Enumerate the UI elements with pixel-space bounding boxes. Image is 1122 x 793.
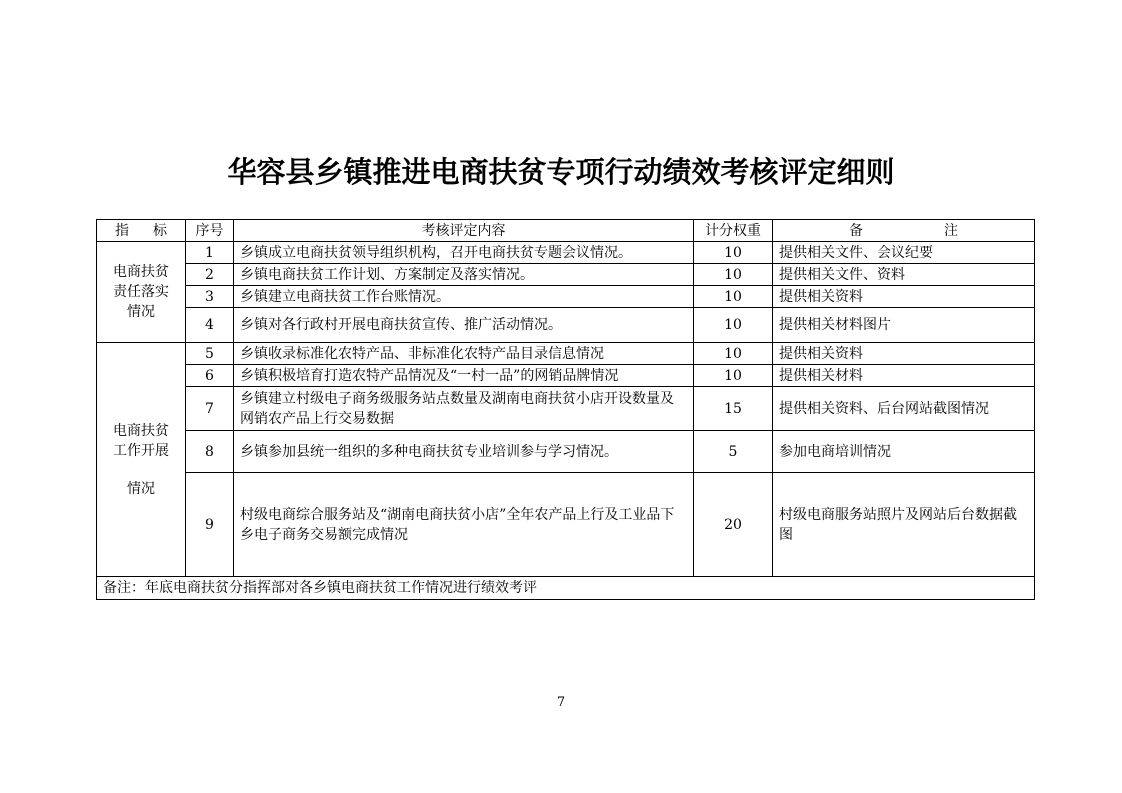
row-seq: 3 — [186, 286, 234, 308]
table-header-row — [97, 220, 1035, 242]
assessment-table — [96, 219, 1035, 600]
table-row — [97, 308, 1035, 343]
row-remark: 村级电商服务站照片及网站后台数据截图 — [773, 473, 1035, 577]
row-content: 乡镇收录标准化农特产品、非标准化农特产品目录信息情况 — [234, 343, 694, 365]
header-content: 考核评定内容 — [234, 220, 694, 242]
row-remark: 参加电商培训情况 — [773, 431, 1035, 473]
row-seq: 1 — [186, 242, 234, 264]
row-seq: 5 — [186, 343, 234, 365]
row-weight: 20 — [694, 473, 773, 577]
row-seq: 4 — [186, 308, 234, 343]
header-indicator: 指 标 — [97, 220, 186, 242]
row-content: 乡镇参加县统一组织的多种电商扶贫专业培训参与学习情况。 — [234, 431, 694, 473]
table-row — [97, 242, 1035, 264]
row-weight: 10 — [694, 242, 773, 264]
table-row — [97, 343, 1035, 365]
header-weight: 计分权重 — [694, 220, 773, 242]
row-weight: 10 — [694, 365, 773, 387]
page-number: 7 — [556, 695, 566, 710]
table-row — [97, 286, 1035, 308]
table-row — [97, 264, 1035, 286]
table-row — [97, 473, 1035, 577]
row-weight: 15 — [694, 387, 773, 431]
row-remark: 提供相关文件、资料 — [773, 264, 1035, 286]
row-weight: 10 — [694, 343, 773, 365]
row-content: 乡镇建立村级电子商务级服务站点数量及湖南电商扶贫小店开设数量及网销农产品上行交易数据 — [234, 387, 694, 431]
table-row — [97, 431, 1035, 473]
table-row — [97, 365, 1035, 387]
table-row — [97, 387, 1035, 431]
header-remark: 备 注 — [773, 220, 1035, 242]
row-remark: 提供相关资料 — [773, 343, 1035, 365]
row-seq: 8 — [186, 431, 234, 473]
row-content: 乡镇积极培育打造农特产品情况及“一村一品”的网销品牌情况 — [234, 365, 694, 387]
row-weight: 10 — [694, 286, 773, 308]
row-weight: 10 — [694, 264, 773, 286]
indicator-group-2: 电商扶贫 工作开展 情况 — [97, 343, 186, 577]
row-content: 村级电商综合服务站及“湖南电商扶贫小店”全年农产品上行及工业品下乡电子商务交易额完成情况 — [234, 473, 694, 577]
indicator-group-1: 电商扶贫 责任落实 情况 — [97, 242, 186, 343]
row-seq: 6 — [186, 365, 234, 387]
row-seq: 7 — [186, 387, 234, 431]
header-seq: 序号 — [186, 220, 234, 242]
row-content: 乡镇对各行政村开展电商扶贫宣传、推广活动情况。 — [234, 308, 694, 343]
row-remark: 提供相关资料、后台网站截图情况 — [773, 387, 1035, 431]
row-remark: 提供相关文件、会议纪要 — [773, 242, 1035, 264]
row-weight: 10 — [694, 308, 773, 343]
row-seq: 9 — [186, 473, 234, 577]
row-content: 乡镇建立电商扶贫工作台账情况。 — [234, 286, 694, 308]
table-footer-row — [97, 577, 1035, 600]
row-content: 乡镇电商扶贫工作计划、方案制定及落实情况。 — [234, 264, 694, 286]
row-remark: 提供相关材料图片 — [773, 308, 1035, 343]
row-remark: 提供相关材料 — [773, 365, 1035, 387]
footer-note: 备注：年底电商扶贫分指挥部对各乡镇电商扶贫工作情况进行绩效考评 — [97, 577, 1035, 600]
row-remark: 提供相关资料 — [773, 286, 1035, 308]
row-weight: 5 — [694, 431, 773, 473]
row-content: 乡镇成立电商扶贫领导组织机构，召开电商扶贫专题会议情况。 — [234, 242, 694, 264]
row-seq: 2 — [186, 264, 234, 286]
page-title: 华容县乡镇推进电商扶贫专项行动绩效考核评定细则 — [227, 155, 895, 189]
